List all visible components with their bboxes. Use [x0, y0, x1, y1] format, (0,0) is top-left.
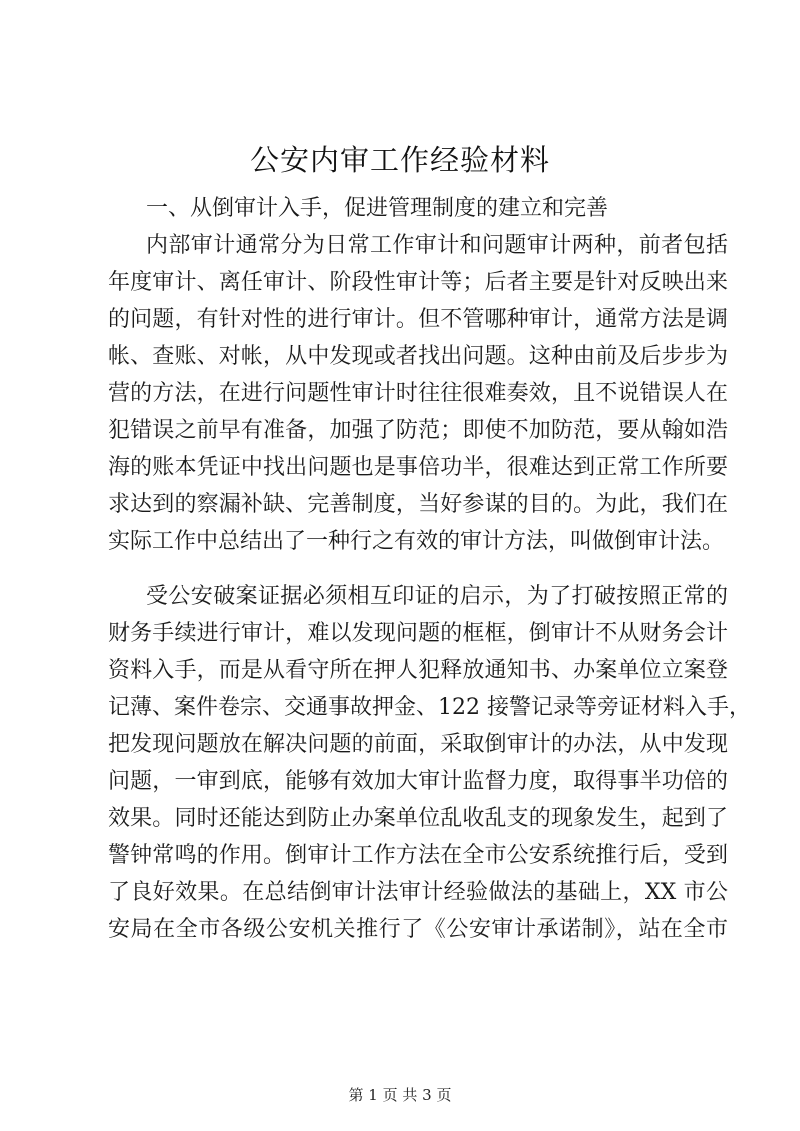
document-title: 公安内审工作经验材料: [249, 143, 550, 177]
paragraph-1-line: 年度审计、离任审计、阶段性审计等；后者主要是针对反映出来: [108, 270, 728, 295]
paragraph-1-line: 的问题，有针对性的进行审计。但不管哪种审计，通常方法是调: [108, 307, 728, 332]
paragraph-1-line: 内部审计通常分为日常工作审计和问题审计两种，前者包括: [146, 233, 728, 258]
paragraph-1-line: 营的方法，在进行问题性审计时往往很难奏效，且不说错误人在: [108, 381, 728, 406]
paragraph-2-line: 记薄、案件卷宗、交通事故押金、122 接警记录等旁证材料入手，: [108, 695, 751, 720]
paragraph-2-line: 问题，一审到底，能够有效加大审计监督力度，取得事半功倍的: [108, 769, 728, 794]
page-number-footer: 第 1 页 共 3 页: [348, 1086, 452, 1104]
paragraph-2-line: 了良好效果。在总结倒审计法审计经验做法的基础上，XX 市公: [108, 880, 728, 905]
paragraph-1-line: 帐、查账、对帐，从中发现或者找出问题。这种由前及后步步为: [108, 344, 728, 369]
paragraph-2-line: 把发现问题放在解决问题的前面，采取倒审计的办法，从中发现: [108, 732, 728, 757]
paragraph-2-line: 效果。同时还能达到防止办案单位乱收乱支的现象发生，起到了: [108, 806, 728, 831]
paragraph-2-line: 资料入手，而是从看守所在押人犯释放通知书、办案单位立案登: [108, 658, 728, 683]
paragraph-2-line: 警钟常鸣的作用。倒审计工作方法在全市公安系统推行后，受到: [108, 843, 728, 868]
paragraph-1-line: 犯错误之前早有准备，加强了防范；即使不加防范，要从翰如浩: [108, 418, 728, 443]
paragraph-1-line: 求达到的察漏补缺、完善制度，当好参谋的目的。为此，我们在: [108, 492, 728, 517]
paragraph-2-line: 受公安破案证据必须相互印证的启示，为了打破按照正常的: [146, 584, 728, 609]
section-heading: 一、从倒审计入手，促进管理制度的建立和完善: [146, 196, 609, 221]
paragraph-2-line: 安局在全市各级公安机关推行了《公安审计承诺制》，站在全市: [108, 917, 728, 942]
paragraph-1-line: 实际工作中总结出了一种行之有效的审计方法，叫做倒审计法。: [108, 529, 725, 554]
paragraph-1-line: 海的账本凭证中找出问题也是事倍功半，很难达到正常工作所要: [108, 455, 728, 480]
paragraph-2-line: 财务手续进行审计，难以发现问题的框框，倒审计不从财务会计: [108, 621, 728, 646]
